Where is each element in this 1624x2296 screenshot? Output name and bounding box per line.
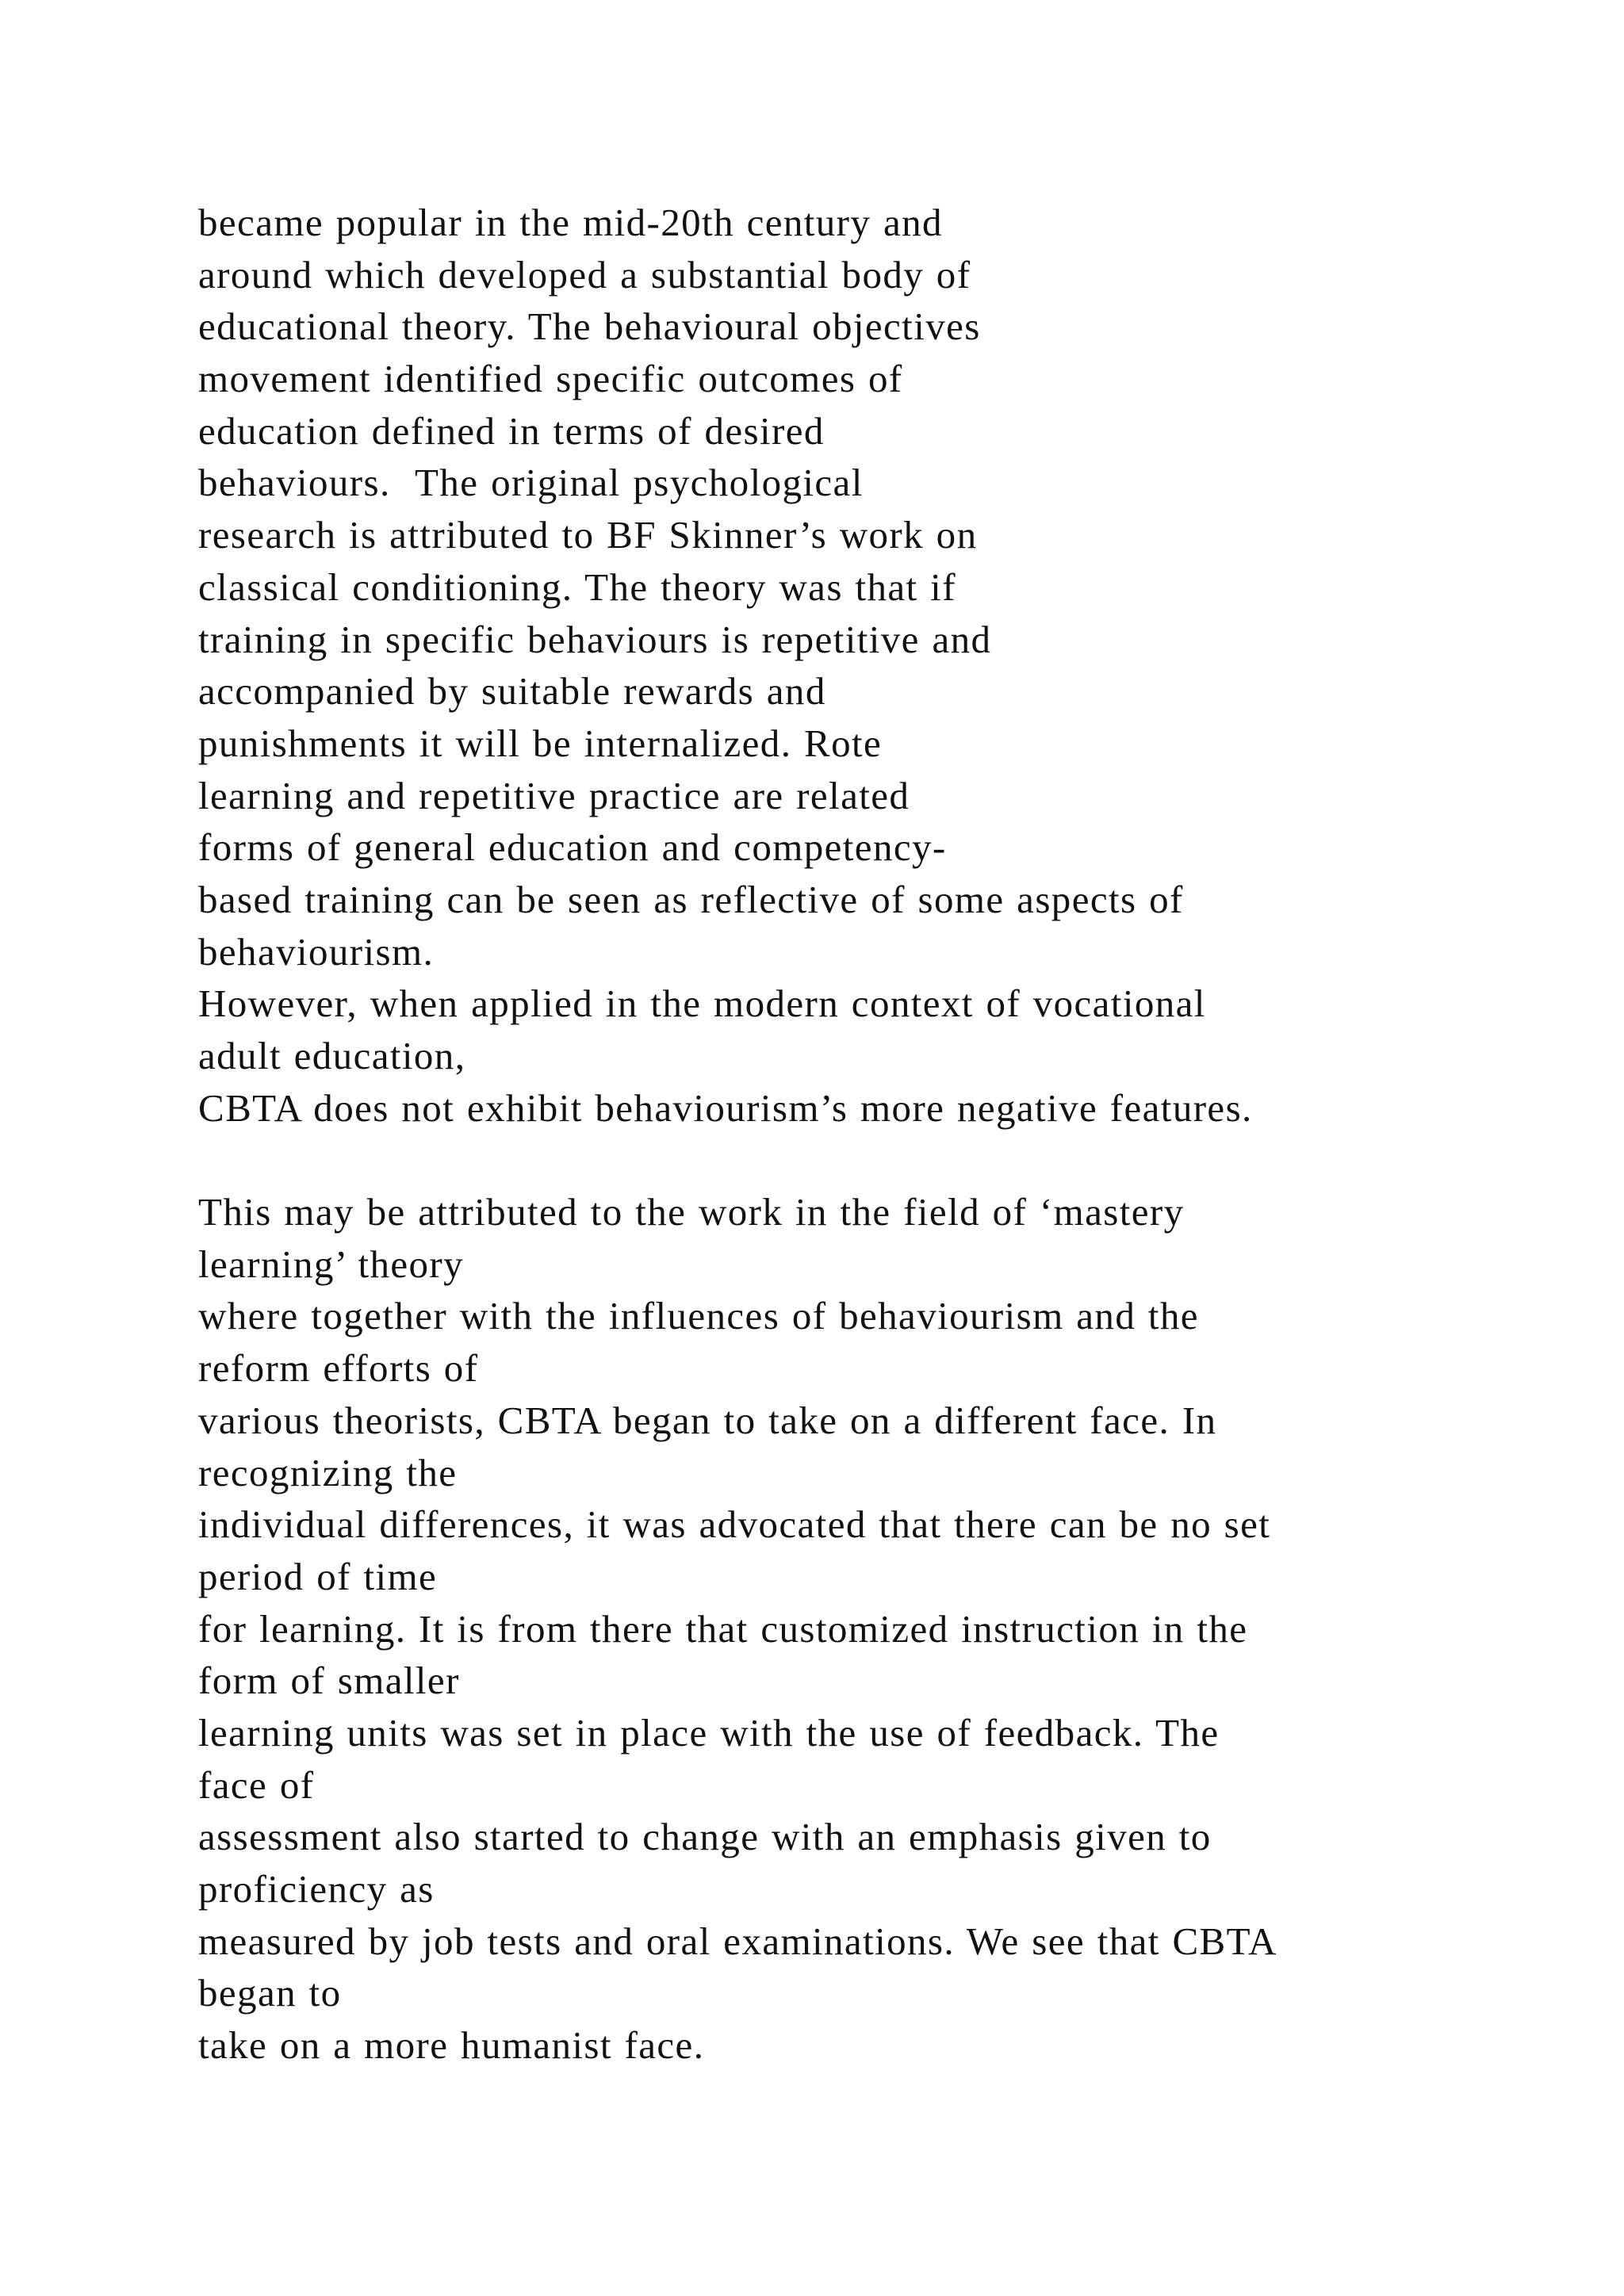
text-line: assessment also started to change with an emphasis given to <box>198 1815 1212 1859</box>
text-line: where together with the influences of behaviourism and the <box>198 1294 1199 1338</box>
text-line: face of <box>198 1762 315 1807</box>
text-line: period of time <box>198 1554 438 1598</box>
body-text <box>198 197 1594 2072</box>
text-line: behaviourism. <box>198 929 435 974</box>
text-line: learning units was set in place with the use of feedback. The <box>198 1710 1220 1755</box>
text-line: learning and repetitive practice are related <box>198 773 910 817</box>
text-line: education defined in terms of desired <box>198 408 825 453</box>
text-line: accompanied by suitable rewards and <box>198 669 826 714</box>
text-line: classical conditioning. The theory was that if <box>198 564 956 609</box>
text-line: learning’ theory <box>198 1242 465 1286</box>
text-line: behaviours. The original psychological <box>198 461 864 505</box>
text-line: adult education, <box>198 1034 466 1077</box>
text-line: movement identified specific outcomes of <box>198 357 903 401</box>
blank-line <box>198 1134 1594 1186</box>
text-line: This may be attributed to the work in the field of ‘mastery <box>198 1190 1185 1234</box>
text-line: recognizing the <box>198 1450 458 1494</box>
text-line: training in specific behaviours is repetitive and <box>198 617 992 661</box>
text-line: punishments it will be internalized. Rote <box>198 721 883 765</box>
text-line: take on a more humanist face. <box>198 2023 705 2068</box>
text-line: became popular in the mid-20th century and <box>198 201 943 244</box>
text-line: research is attributed to BF Skinner’s work on <box>198 513 978 557</box>
text-line: around which developed a substantial body of <box>198 252 971 297</box>
text-line: CBTA does not exhibit behaviourism’s more negative features. <box>198 1085 1253 1130</box>
text-line: various theorists, CBTA began to take on a different face. In <box>198 1398 1217 1442</box>
text-line: began to <box>198 1971 342 2015</box>
text-line: individual differences, it was advocated that there can be no set <box>198 1502 1271 1547</box>
text-line: measured by job tests and oral examinations. We see that CBTA <box>198 1919 1277 1963</box>
text-line: forms of general education and competency- <box>198 825 947 870</box>
text-line: form of smaller <box>198 1659 460 1703</box>
text-line: based training can be seen as reflective of some aspects of <box>198 877 1184 921</box>
text-line: proficiency as <box>198 1867 435 1911</box>
text-line: reform efforts of <box>198 1346 479 1391</box>
text-line: for learning. It is from there that customized instruction in the <box>198 1606 1248 1651</box>
text-line: However, when applied in the modern context of vocational <box>198 982 1206 1026</box>
text-line: educational theory. The behavioural objectives <box>198 304 981 349</box>
